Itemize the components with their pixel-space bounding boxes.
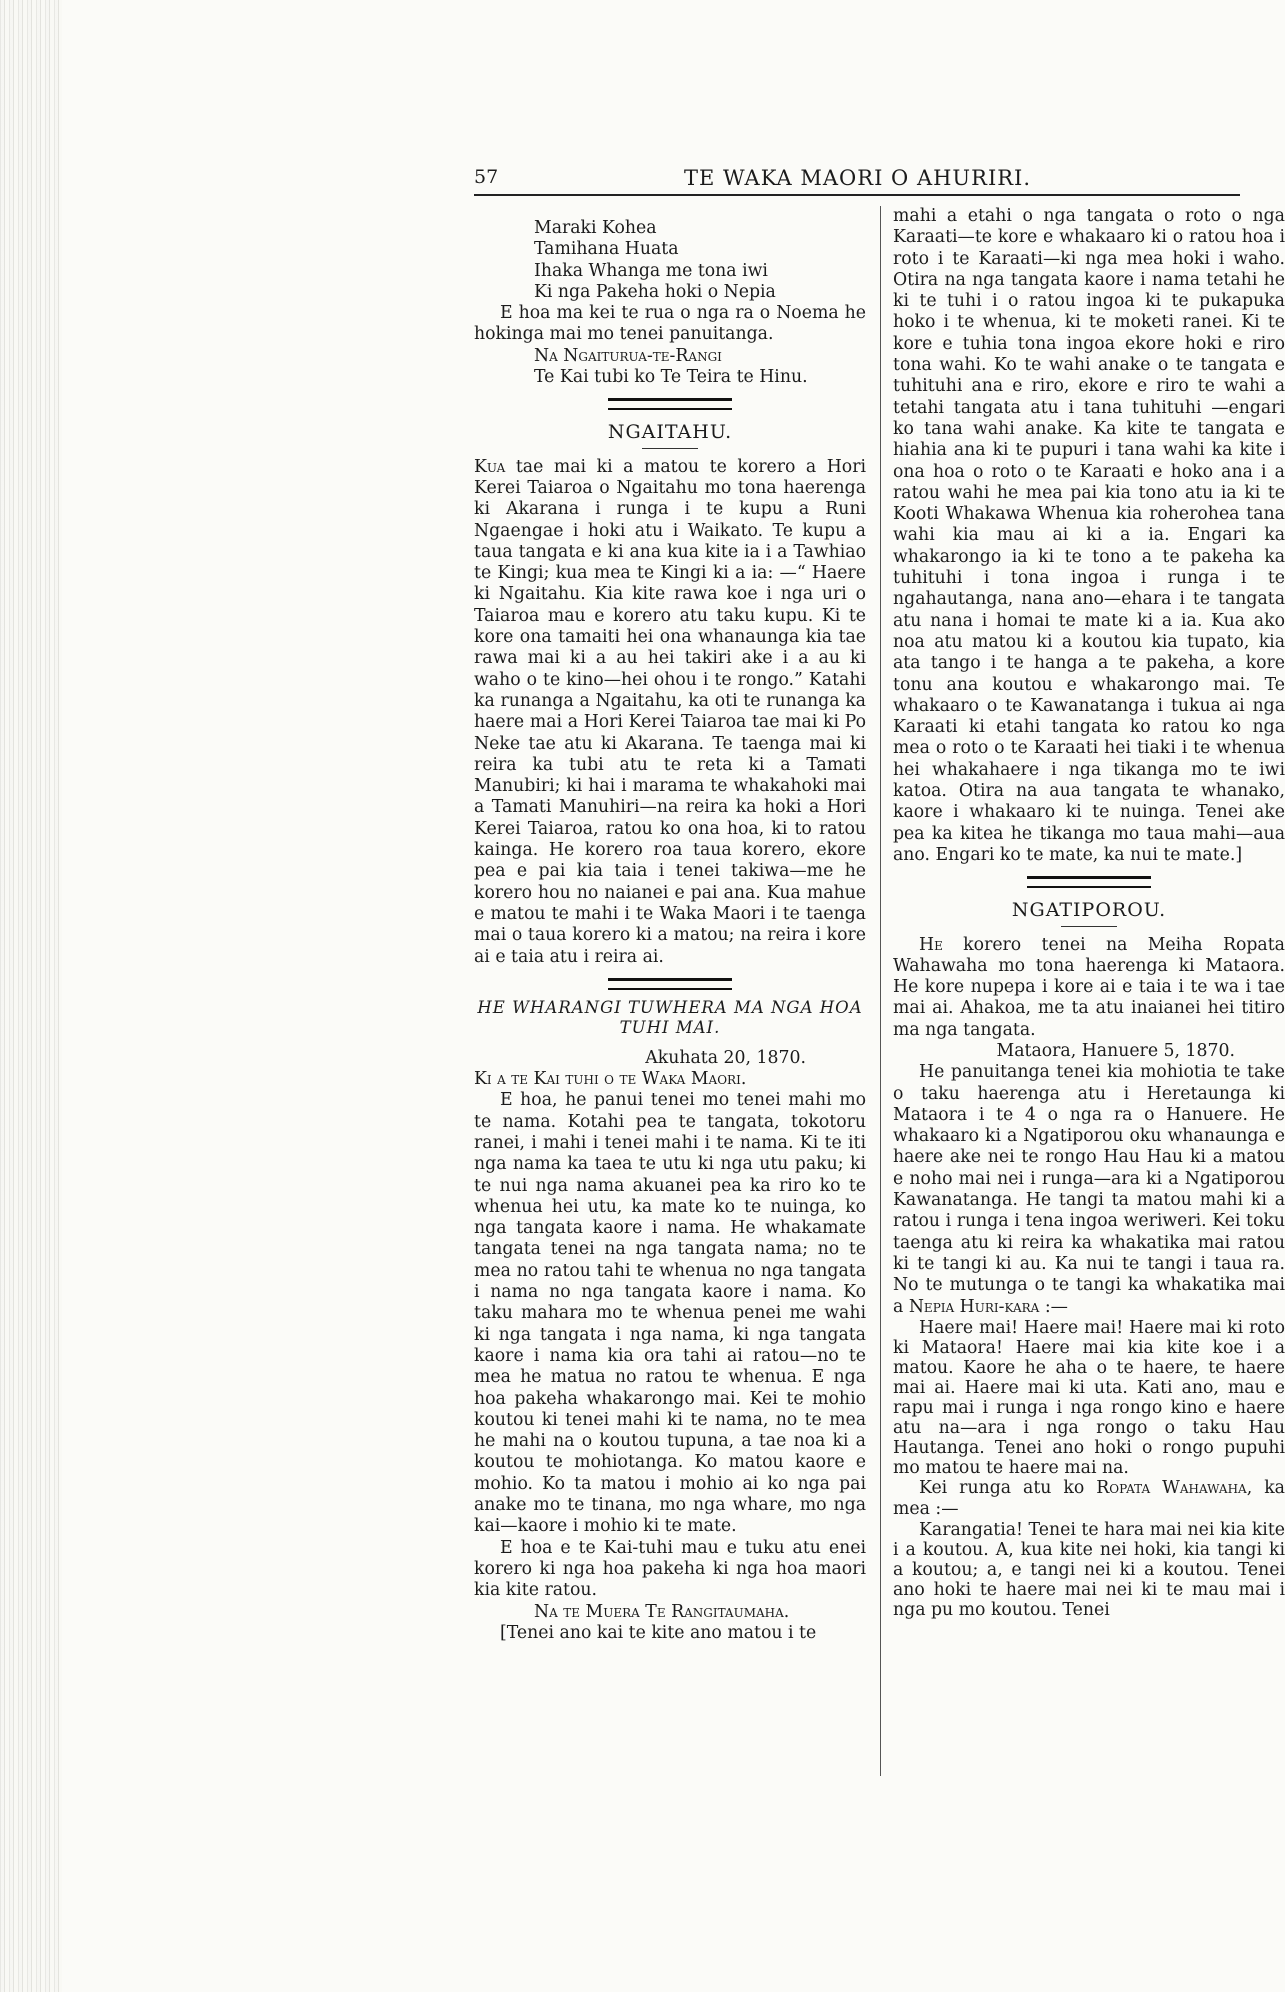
name-line: Maraki Kohea — [534, 218, 657, 238]
header-rule — [474, 194, 1240, 196]
letter-salutation: Ki a te Kai tuhi o te Waka Maori. — [474, 1069, 747, 1090]
name-line: Ki nga Pakeha hoki o Nepia — [534, 281, 776, 302]
ropata-letter — [893, 1062, 1285, 1318]
name-line: Ihaka Whanga me tona iwi — [534, 260, 768, 281]
heading-open-page: HE WHARANGI TUWHERA MA NGA HOA TUHI MAI. — [477, 997, 863, 1037]
ropata-intro — [893, 1478, 1285, 1521]
speaker-suffix: :— — [1044, 1296, 1068, 1317]
section-divider — [608, 978, 732, 990]
ngatiporou-intro — [893, 935, 1285, 1041]
right-column — [893, 206, 1285, 1620]
nepia-speech — [893, 1318, 1285, 1478]
editor-note-continued: mahi a etahi o nga tangata o roto o nga Karaati—te kore e whakaaro ki o ratou hoa i roto i te Karaati—ki nga mea hoki i waho. Otira na nga tangata kaore i nama tetahi he ki te tuhi i o ratou ingoa ki te pukapuka hoko i te whenua, ki te moketi ranei. Ki te kore e tuhia tona ingoa ekore hoki e riro tona wahi. Ko te wahi anake o te tangata e tuhituhi ana e riro, ekore e riro te wahi a tetahi tangata atu i tana tuhituhi —engari ko tana wahi anake. Ka kite te tangata e hiahia ana ki te pupuri i tana wahi ka kite i ona hoa o roto o te Karaati e hoko ana i a ratou wahi he mea pai kia tono atu ia ki te Kooti Whakawa Whenua kia roherohea tana wahi kia mau ai ki a ia. Engari ka whakarongo ia ki te tono a te pakeha ka tuhituhi i tona ingoa i runga i te ngahautanga, nana ano—ehara i te tangata atu nana i homai te mate ki a ia. Kua ako noa atu matou ki a koutou kia tupato, kia ata tango i te hanga a te pakeha, a kore tonu ana koutou e whakarongo mai. Te whakaaro o te Kawanatanga i tukua ai nga Karaati ki etahi tangata ko ratou ko nga mea o roto o te Karaati hei tiaki i te whenua hei whakahaere i nga tikanga mo te iwi katoa. Otira na aua tangata te whanako, kaore i whakaaro ki te nuinga. Tenei ake pea ka kitea he tikanga mo taua mahi—aua ano. Engari ko te mate, ka nui te mate.] — [893, 206, 1285, 865]
signature-author: Na Ngaiturua-te-Rangi — [534, 345, 722, 366]
heading-underline — [642, 448, 698, 449]
intro-body: korero tenei na Meiha Ropata Wahawaha mo tona haerenga ki Mataora. He kore nupepa i kore ai e taia i te wa i tae mai ai. Ahakoa, me ta atu inaianei hei titiro ma nga tangata. — [893, 934, 1285, 1040]
lead-word: He — [919, 934, 943, 955]
letter-date: Akuhata 20, 1870. — [645, 1047, 806, 1068]
letter-close: E hoa e te Kai-tuhi mau e tuku atu enei korero ki nga hoa pakeha ki nga hoa maori kia kite ratou. — [474, 1537, 866, 1601]
column-divider — [880, 206, 881, 1776]
speaker-suffix: ka mea :— — [893, 1477, 1285, 1520]
letter-body: He panuitanga tenei kia mohiotia te take o taku haerenga atu i Heretaunga ki Mataora i te 4 o nga ra o Hanuere. He whakaaro ki a Ngatiporou oku whanaunga e haere ake nei te rongo Hau Hau ki a matou e noho mai nei i runga—ara ki a Ngatiporou Kawanatanga. He tangi ta matou mahi ki a ratou i runga i tena ingoa weriweri. Kei toku taenga atu ki reira ka whakatika mai ratou ki te tangi ki au. Ka nui te tangi i taua ra. No te mutunga o te tangi ka whakatika mai a — [893, 1062, 1285, 1317]
heading-underline — [1061, 926, 1117, 927]
heading-ngaitahu: NGAITAHU. — [607, 421, 733, 444]
name-list — [474, 218, 866, 303]
intro-text: Kei runga atu ko — [919, 1477, 1085, 1498]
section-divider — [1027, 876, 1151, 888]
letter-date: Mataora, Hanuere 5, 1870. — [996, 1040, 1235, 1061]
left-column — [474, 218, 866, 1644]
newspaper-title: TE WAKA MAORI O AHURIRI. — [684, 166, 1032, 190]
letter-signature: Na te Muera Te Rangitaumaha. — [534, 1601, 790, 1622]
speaker-name: Nepia Huri-kara — [908, 1296, 1040, 1317]
article-body: tae mai ki a matou te korero a Hori Kerei Taiaroa o Ngaitahu mo tona haerenga ki Akarana i runga i te kupu a Runi Ngaengae i hoki atu i Waikato. Te kupu a taua tangata e ki ana kua kite ia i a Tawhiao te Kingi; kua mea te Kingi ki a ia: —“ Haere ki Ngaitahu. Kia kite rawa koe i nga uri o Taiaroa mau e korero atu taku kupu. Ki te kore ona tamaiti hei ona whanaunga kia tae rawa mai ki a au hei takiri ake i a au ki waho o te kino—hei ohou i te rongo.” Katahi ka runanga a Ngaitahu, ka oti te runanga ka haere mai a Hori Kerei Taiaroa tae mai ki Po Neke tae atu ki Akarana. Te taenga mai ki reira ka tubi atu te reta ki a Tamati Manubiri; ki hai i marama te whakahoki mai a Tamati Manuhiri—na reira ka hoki a Hori Kerei Taiaroa, ratou ko ona hoa, ki to ratou kainga. He korero roa taua korero, ekore pea e pai kia taia i tenei takiwa—me he korero hou no naianei e pai ana. Kua mahue e matou te mahi i te Waka Maori i te taenga mai o taua korero ki a matou; na reira i kore ai e taia atu i reira ai. — [474, 456, 866, 967]
heading-ngatiporou: NGATIPOROU. — [1011, 899, 1167, 922]
ropata-speech — [893, 1520, 1285, 1620]
speaker-name: Ropata Wahawaha, — [1096, 1477, 1253, 1498]
ngaitahu-article — [474, 457, 866, 968]
editor-note-start: [Tenei ano kai te kite ano matou i te — [500, 1622, 817, 1643]
name-line: Tamihana Huata — [534, 239, 679, 260]
intro-paragraph: E hoa ma kei te rua o nga ra o Noema he hokinga mai mo tenei panuitanga. — [474, 303, 866, 345]
binding-edge — [0, 0, 62, 1992]
section-divider — [608, 398, 732, 410]
page-number: 57 — [474, 166, 499, 188]
signature-writer: Te Kai tubi ko Te Teira te Hinu. — [534, 367, 808, 388]
page-header — [474, 166, 1240, 194]
lead-word: Kua — [474, 456, 506, 477]
letter-body: E hoa, he panui tenei mo tenei mahi mo te nama. Kotahi pea te tangata, tokotoru ranei, i mahi i tenei mahi i te nama. Ki te iti nga nama ka taea te utu ki nga utu paku; ki te nui nga nama akuanei pea ka riro ko te whenua hei utu, ka mate ko te nuinga, ko nga tangata kaore i nama. He whakamate tangata tenei na nga tangata nama; no te mea no ratou tahi te whenua no nga tangata i nama no nga tangata kaore i nama. Ko taku mahara mo te whenua penei me wahi ki nga tangata i nga nama, ki nga tangata kaore i nama kia ora tahi ai ratou—no te mea he matua no ratou te whenua. E nga hoa pakeha whakarongo mai. Kei te mohio koutou ki tenei mahi ki te nama, no te mea he mahi na o koutou tupuna, a tae noa ki a koutou te mohiotanga. Ko matou kaore e mohio. Ko ta matou i mohio ai ko nga pai anake mo te tinana, mo nga whare, mo nga kai—kaore i mohio ki te mate. — [474, 1090, 866, 1537]
speech-text: Karangatia! Tenei te hara mai nei kia kite i a koutou. A, kua kite nei hoki, kia tangi ki a koutou; a, e tangi nei ki a koutou. Tenei ano hoki te haere mai nei ki te mau mai i nga pu mo koutou. Tenei — [893, 1520, 1285, 1621]
speech-text: Haere mai! Haere mai! Haere mai ki roto ki Mataora! Haere mai kia kite koe i a matou. Kaore he aha o te haere, te haere mai ai. Haere mai ki uta. Kati ano, mau e rapu mai i runga i nga rongo kino e haere atu na—ara i nga rongo o taku Hau Hautanga. Tenei ano hoki o rongo pupuhi mo matou te haere mai na. — [893, 1317, 1285, 1478]
